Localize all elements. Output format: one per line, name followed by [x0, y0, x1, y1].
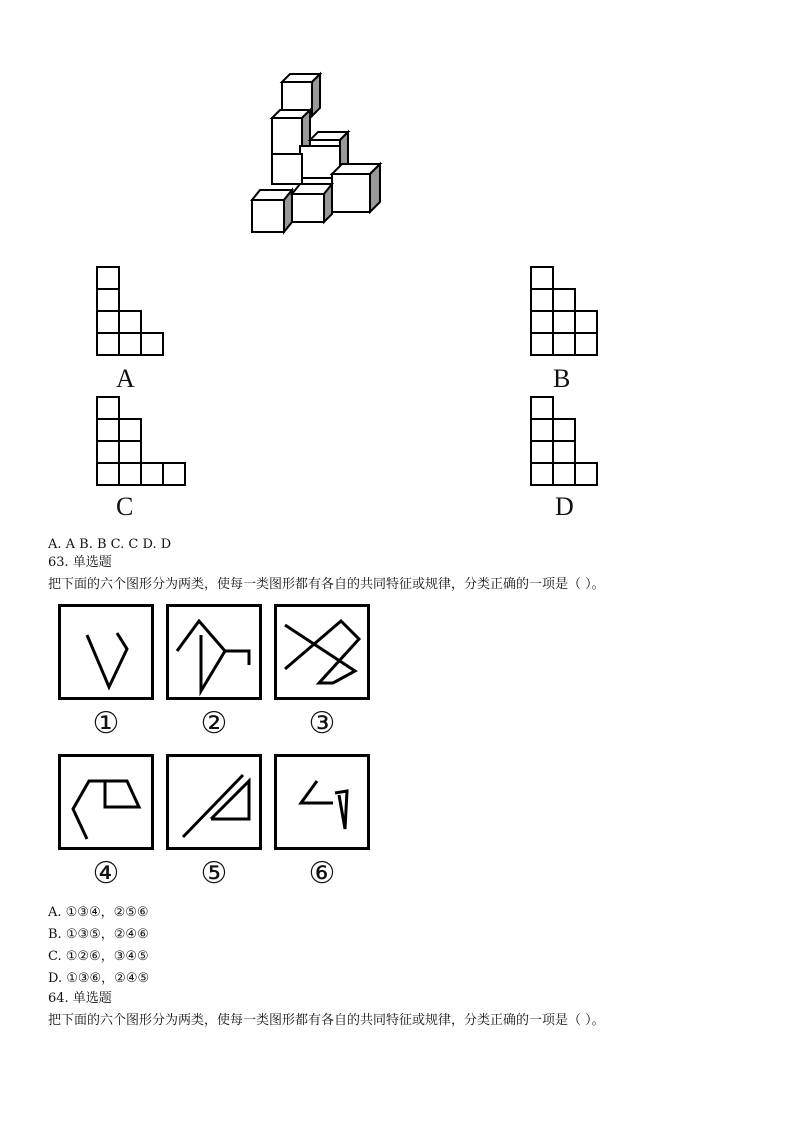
- q63-choice-b: B. ①③⑤，②④⑥: [48, 927, 149, 942]
- figure-6-label: ⑥: [308, 856, 336, 891]
- q63-number: 63. 单选题: [48, 555, 112, 570]
- figure-3-label: ③: [308, 706, 336, 741]
- option-b-label: B: [553, 364, 571, 393]
- option-d-grid: [530, 396, 610, 486]
- q63-choice-d: D. ①③⑥，②④⑤: [48, 971, 150, 986]
- figure-1-box: [58, 604, 154, 700]
- figure-4-label: ④: [92, 856, 120, 891]
- figure-3-box: [274, 604, 370, 700]
- q62-answer-choices: A. A B. B C. C D. D: [48, 537, 172, 552]
- option-a-grid: [96, 266, 176, 356]
- cube-stack-figure: [0, 0, 800, 260]
- figure-2-label: ②: [200, 706, 228, 741]
- figure-5-label: ⑤: [200, 856, 228, 891]
- q63-prompt: 把下面的六个图形分为两类，使每一类图形都有各自的共同特征或规律，分类正确的一项是（ ）。: [48, 577, 605, 592]
- option-c-grid: [96, 396, 196, 486]
- option-b-grid: [530, 266, 610, 356]
- figure-5-box: [166, 754, 262, 850]
- q64-prompt: 把下面的六个图形分为两类，使每一类图形都有各自的共同特征或规律，分类正确的一项是（ ）。: [48, 1013, 605, 1028]
- figure-2-box: [166, 604, 262, 700]
- option-d-label: D: [555, 492, 574, 521]
- option-a-label: A: [116, 364, 135, 393]
- q64-number: 64. 单选题: [48, 991, 112, 1006]
- q63-choice-c: C. ①②⑥，③④⑤: [48, 949, 149, 964]
- figure-4-box: [58, 754, 154, 850]
- q63-choice-a: A. ①③④，②⑤⑥: [48, 905, 149, 920]
- figure-1-label: ①: [92, 706, 120, 741]
- option-c-label: C: [116, 492, 134, 521]
- figure-6-box: [274, 754, 370, 850]
